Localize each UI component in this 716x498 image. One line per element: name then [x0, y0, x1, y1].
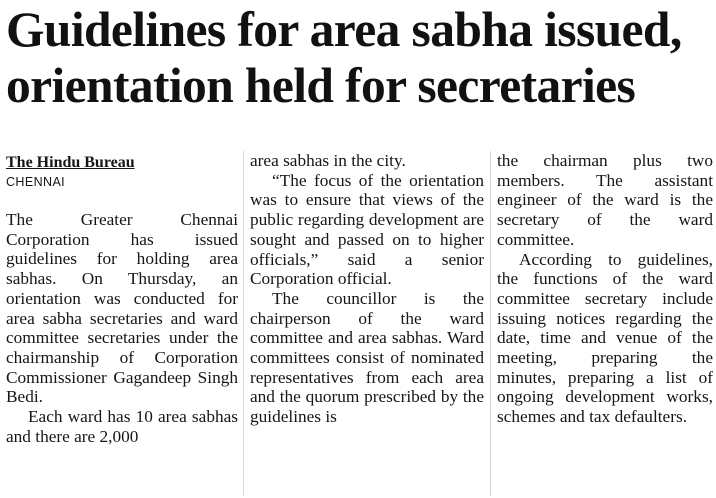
column-divider-2 — [490, 151, 491, 496]
article-column-3 — [497, 151, 713, 427]
column-1-paragraph-1: The Greater Chennai Corporation has issued guidelines for holding area sabhas. On Thursday, an orientation was conducted for area sabha secretaries and ward committee secretaries under the chairmanship of Corporation Commissioner Gagandeep Singh Bedi. — [6, 210, 238, 407]
headline-line-1: Guidelines for area sabha issued, — [6, 2, 682, 57]
column-1-paragraph-2: Each ward has 10 area sabhas and there are 2,000 — [6, 407, 238, 446]
headline-line-2: orientation held for secretaries — [6, 58, 636, 113]
dateline: CHENNAI — [6, 175, 66, 189]
headline — [6, 2, 714, 114]
column-3-paragraph-1: the chairman plus two members. The assistant engineer of the ward is the secretary of the ward committee. — [497, 151, 713, 249]
byline: The Hindu Bureau — [6, 154, 135, 171]
column-2-paragraph-1: area sabhas in the city. — [250, 151, 406, 170]
column-divider-1 — [243, 151, 244, 496]
column-2-paragraph-2: “The focus of the orientation was to ensure that views of the public regarding development are sought and passed on to higher officials,” said a senior Corporation official. — [250, 170, 484, 289]
column-2-paragraph-3: The councillor is the chairperson of the ward committee and area sabhas. Ward committees consist of nominated representatives from each area and the quorum prescribed by the guidelines is — [250, 288, 484, 427]
article-column-1 — [6, 151, 238, 446]
article-column-2 — [250, 151, 484, 427]
column-3-paragraph-2: According to guidelines, the functions of the ward committee secretary include issuing notices regarding the date, time and venue of the meeting, preparing the minutes, preparing a list of ongoing development works, schemes and tax defaulters. — [497, 249, 713, 427]
